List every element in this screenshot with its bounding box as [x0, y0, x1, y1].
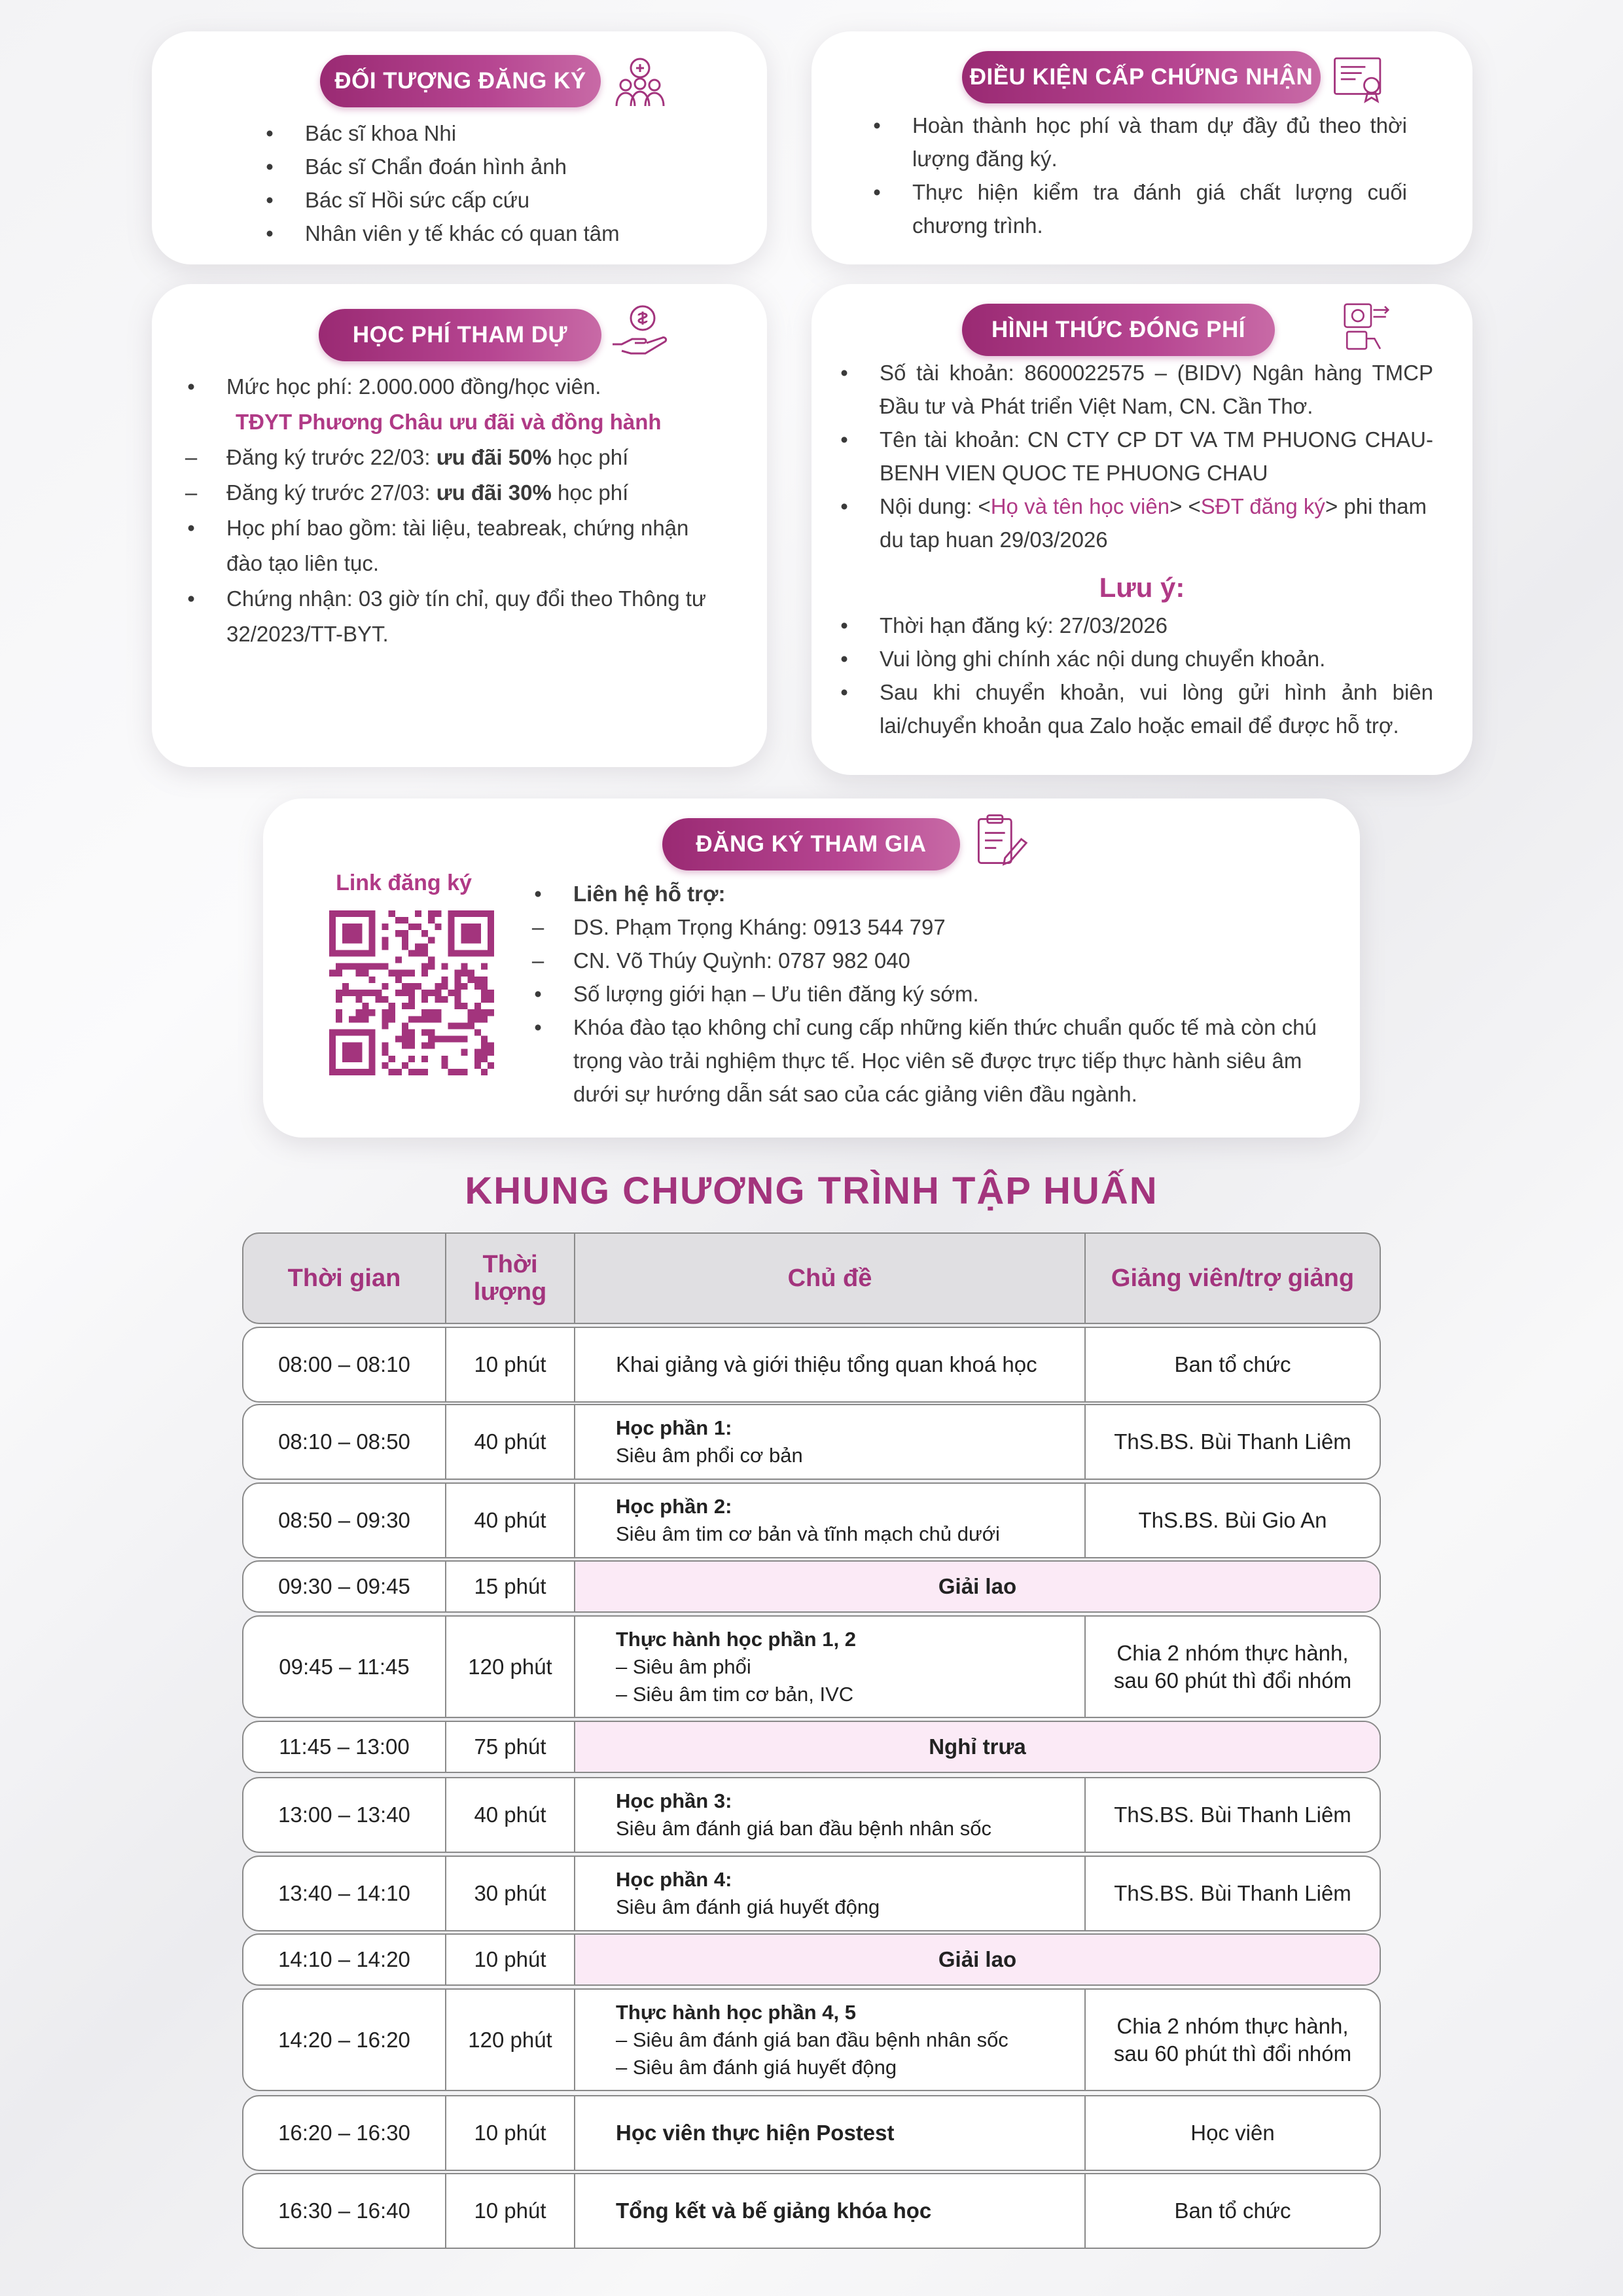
- table-row: [242, 1777, 1381, 1853]
- topic-line: Siêu âm tim cơ bản và tĩnh mạch chủ dưới: [616, 1522, 1000, 1545]
- audience-list: [257, 117, 715, 250]
- lecturer-text: Ban tổ chức: [1174, 1352, 1291, 1376]
- topic-cell: [575, 1857, 1086, 1930]
- topic-cell: [575, 1617, 1086, 1717]
- registration-title: ĐĂNG KÝ THAM GIA: [662, 818, 960, 870]
- lecturer-cell: [1086, 1990, 1380, 2090]
- lecturer-text: ThS.BS. Bùi Thanh Liêm: [1114, 1803, 1351, 1827]
- break-cell: Giải lao: [575, 1935, 1380, 1984]
- table-row: [242, 1856, 1381, 1931]
- topic-line: – Siêu âm phổi: [616, 1655, 751, 1678]
- table-row: [242, 1933, 1381, 1986]
- time-cell: 09:45 – 11:45: [243, 1617, 446, 1717]
- topic-cell: [575, 1328, 1086, 1401]
- payment-list: [831, 356, 1433, 556]
- list-item: – CN. Võ Thúy Quỳnh: 0787 982 040: [531, 948, 910, 973]
- note-title: Lưu ý:: [1099, 572, 1185, 603]
- time-cell: 16:30 – 16:40: [243, 2174, 446, 2248]
- topic-text: [616, 1626, 856, 1708]
- list-item: • Liên hệ hỗ trợ:: [534, 882, 726, 906]
- duration-cell: 75 phút: [446, 1722, 575, 1772]
- list-item: • Chứng nhận: 03 giờ tín chỉ, quy đổi theo Thông tư 32/2023/TT-BYT.: [187, 586, 707, 646]
- list-item: • Nhân viên y tế khác có quan tâm: [266, 221, 620, 245]
- lecturer-cell: [1086, 1328, 1380, 1401]
- lecturer-cell: [1086, 1778, 1380, 1852]
- payment-title: HÌNH THỨC ĐÓNG PHÍ: [962, 304, 1275, 356]
- topic-text: [616, 1414, 803, 1469]
- list-item: • Bác sĩ khoa Nhi: [266, 121, 457, 145]
- topic-line: – Siêu âm đánh giá ban đầu bệnh nhân sốc: [616, 2028, 1008, 2051]
- program-title: KHUNG CHƯƠNG TRÌNH TẬP HUẤN: [465, 1170, 1158, 1212]
- table-header-cell: Giảng viên/trợ giảng: [1111, 1264, 1355, 1292]
- topic-line: Khai giảng và giới thiệu tổng quan khoá học: [616, 1352, 1037, 1376]
- topic-cell: [575, 1405, 1086, 1479]
- registration-list: [525, 877, 1336, 1111]
- topic-line: Siêu âm đánh giá huyết động: [616, 1895, 880, 1918]
- topic-line: Siêu âm đánh giá ban đầu bệnh nhân sốc: [616, 1817, 991, 1840]
- topic-line: Tổng kết và bế giảng khóa học: [616, 2198, 932, 2223]
- list-item: – Đăng ký trước 22/03: ưu đãi 50% học phí: [185, 445, 629, 469]
- table-header-row: [242, 1232, 1381, 1324]
- time-cell: 13:00 – 13:40: [243, 1778, 446, 1852]
- topic-cell: [575, 2096, 1086, 2170]
- list-item: • Vui lòng ghi chính xác nội dung chuyển khoản.: [840, 647, 1326, 671]
- list-item: • Nội dung: <Họ và tên học viên> <SĐT đăng ký> phi tham du tap huan 29/03/2026: [840, 494, 1427, 552]
- duration-cell: 120 phút: [446, 1617, 575, 1717]
- table-row: [242, 1615, 1381, 1718]
- audience-card: [152, 31, 767, 264]
- list-item: • Số tài khoản: 8600022575 – (BIDV) Ngân hàng TMCP Đầu tư và Phát triển Việt Nam, CN. Cần Thơ.: [840, 361, 1433, 418]
- topic-cell: [575, 1778, 1086, 1852]
- sponsor-line: TĐYT Phương Châu ưu đãi và đồng hành: [236, 410, 662, 434]
- topic-line: – Siêu âm đánh giá huyết động: [616, 2055, 897, 2079]
- certificate-conditions-title: ĐIỀU KIỆN CẤP CHỨNG NHẬN: [962, 51, 1321, 103]
- duration-cell: 40 phút: [446, 1405, 575, 1479]
- payment-icon: [1339, 298, 1394, 353]
- table-header-cell: Thời lượng: [446, 1234, 575, 1323]
- lecturer-text: Chia 2 nhóm thực hành, sau 60 phút thì đổi nhóm: [1113, 1640, 1352, 1693]
- list-item: • Học phí bao gồm: tài liệu, teabreak, chứng nhận đào tạo liên tục.: [187, 516, 689, 575]
- list-item: • Tên tài khoản: CN CTY CP DT VA TM PHUONG CHAU-BENH VIEN QUOC TE PHUONG CHAU: [840, 427, 1433, 485]
- table-row: [242, 1721, 1381, 1773]
- list-item: • Khóa đào tạo không chỉ cung cấp những kiến thức chuẩn quốc tế mà còn chú trọng vào trải nghiệm thực tế. Học viên sẽ được trực tiếp thực hành siêu âm dưới sự hướng dẫn sát sao của các giảng viên đầu ngành.: [534, 1015, 1317, 1106]
- lecturer-text: ThS.BS. Bùi Gio An: [1138, 1508, 1327, 1532]
- lecturer-cell: [1086, 1857, 1380, 1930]
- topic-line: Thực hành học phần 1, 2: [616, 1627, 856, 1651]
- lecturer-text: ThS.BS. Bùi Thanh Liêm: [1114, 1881, 1351, 1905]
- clipboard-pen-icon: [970, 810, 1030, 870]
- topic-text: [616, 1999, 1008, 2081]
- registration-link-label: Link đăng ký: [336, 870, 472, 895]
- duration-cell: 10 phút: [446, 1935, 575, 1984]
- topic-cell: [575, 2174, 1086, 2248]
- list-item: • Mức học phí: 2.000.000 đồng/học viên.: [187, 374, 601, 399]
- time-cell: 14:10 – 14:20: [243, 1935, 446, 1984]
- lecturer-text: Chia 2 nhóm thực hành, sau 60 phút thì đổi nhóm: [1113, 2013, 1352, 2066]
- topic-text: [616, 1493, 1000, 1548]
- table-row: [242, 2173, 1381, 2249]
- topic-line: Học phần 3:: [616, 1789, 732, 1812]
- topic-text: [616, 1866, 880, 1921]
- qr-code[interactable]: [329, 910, 494, 1075]
- list-item: • Bác sĩ Hồi sức cấp cứu: [266, 188, 530, 212]
- time-cell: 08:00 – 08:10: [243, 1328, 446, 1401]
- list-item: – DS. Phạm Trọng Kháng: 0913 544 797: [531, 915, 946, 939]
- time-cell: 14:20 – 16:20: [243, 1990, 446, 2090]
- time-cell: 08:10 – 08:50: [243, 1405, 446, 1479]
- topic-line: Học phần 2:: [616, 1495, 732, 1518]
- tuition-card: [152, 284, 767, 767]
- table-row: [242, 1560, 1381, 1613]
- break-cell: Nghỉ trưa: [575, 1722, 1380, 1772]
- list-item: • Bác sĩ Chẩn đoán hình ảnh: [266, 154, 567, 179]
- table-row: [242, 2095, 1381, 2171]
- payment-card: [812, 284, 1472, 775]
- time-cell: 13:40 – 14:10: [243, 1857, 446, 1930]
- duration-cell: 10 phút: [446, 2096, 575, 2170]
- lecturer-cell: [1086, 1484, 1380, 1557]
- certificate-conditions-card: [812, 31, 1472, 264]
- lecturer-text: Học viên: [1190, 2121, 1275, 2145]
- list-item: • Thời hạn đăng ký: 27/03/2026: [840, 613, 1168, 637]
- table-header-cell: Thời gian: [243, 1234, 446, 1323]
- topic-line: Học phần 4:: [616, 1868, 732, 1891]
- lecturer-cell: [1086, 1617, 1380, 1717]
- duration-cell: 40 phút: [446, 1484, 575, 1557]
- time-cell: 11:45 – 13:00: [243, 1722, 446, 1772]
- duration-cell: 10 phút: [446, 1328, 575, 1401]
- list-item: • Hoàn thành học phí và tham dự đầy đủ theo thời lượng đăng ký.: [873, 113, 1407, 171]
- lecturer-text: Ban tổ chức: [1174, 2198, 1291, 2223]
- time-cell: 16:20 – 16:30: [243, 2096, 446, 2170]
- lecturer-text: ThS.BS. Bùi Thanh Liêm: [1114, 1429, 1351, 1454]
- list-item: • Số lượng giới hạn – Ưu tiên đăng ký sớm.: [534, 982, 979, 1006]
- duration-cell: 15 phút: [446, 1562, 575, 1611]
- topic-line: Học viên thực hiện Postest: [616, 2121, 895, 2145]
- table-header-cell: Chủ đề: [575, 1234, 1086, 1323]
- topic-line: Thực hành học phần 4, 5: [616, 2000, 856, 2024]
- list-item: • Sau khi chuyển khoản, vui lòng gửi hình ảnh biên lai/chuyển khoản qua Zalo hoặc email để được hỗ trợ.: [840, 680, 1433, 738]
- certificate-icon: [1330, 50, 1389, 109]
- certificate-conditions-list: [864, 109, 1407, 242]
- duration-cell: 40 phút: [446, 1778, 575, 1852]
- duration-cell: 30 phút: [446, 1857, 575, 1930]
- duration-cell: 120 phút: [446, 1990, 575, 2090]
- lecturer-cell: [1086, 2174, 1380, 2248]
- table-row: [242, 1327, 1381, 1403]
- topic-cell: [575, 1484, 1086, 1557]
- tuition-title: HỌC PHÍ THAM DỰ: [319, 309, 601, 361]
- topic-text: [616, 1787, 991, 1842]
- topic-text: [616, 2197, 931, 2225]
- money-hand-icon: [609, 297, 671, 360]
- lecturer-cell: [1086, 1405, 1380, 1479]
- note-list: [831, 609, 1433, 742]
- topic-text: [616, 2119, 895, 2147]
- topic-text: [616, 1351, 1037, 1378]
- lecturer-cell: [1086, 2096, 1380, 2170]
- list-item: • Thực hiện kiểm tra đánh giá chất lượng cuối chương trình.: [873, 180, 1407, 238]
- topic-line: Học phần 1:: [616, 1416, 732, 1439]
- topic-cell: [575, 1990, 1086, 2090]
- duration-cell: 10 phút: [446, 2174, 575, 2248]
- table-row: [242, 1988, 1381, 2091]
- break-cell: Giải lao: [575, 1562, 1380, 1611]
- tuition-list: [178, 369, 709, 652]
- people-icon: [609, 51, 671, 114]
- time-cell: 09:30 – 09:45: [243, 1562, 446, 1611]
- list-item: – Đăng ký trước 27/03: ưu đãi 30% học phí: [185, 480, 629, 505]
- time-cell: 08:50 – 09:30: [243, 1484, 446, 1557]
- table-row: [242, 1482, 1381, 1558]
- table-row: [242, 1404, 1381, 1480]
- topic-line: – Siêu âm tim cơ bản, IVC: [616, 1682, 854, 1706]
- topic-line: Siêu âm phổi cơ bản: [616, 1444, 803, 1467]
- audience-title: ĐỐI TƯỢNG ĐĂNG KÝ: [320, 55, 601, 107]
